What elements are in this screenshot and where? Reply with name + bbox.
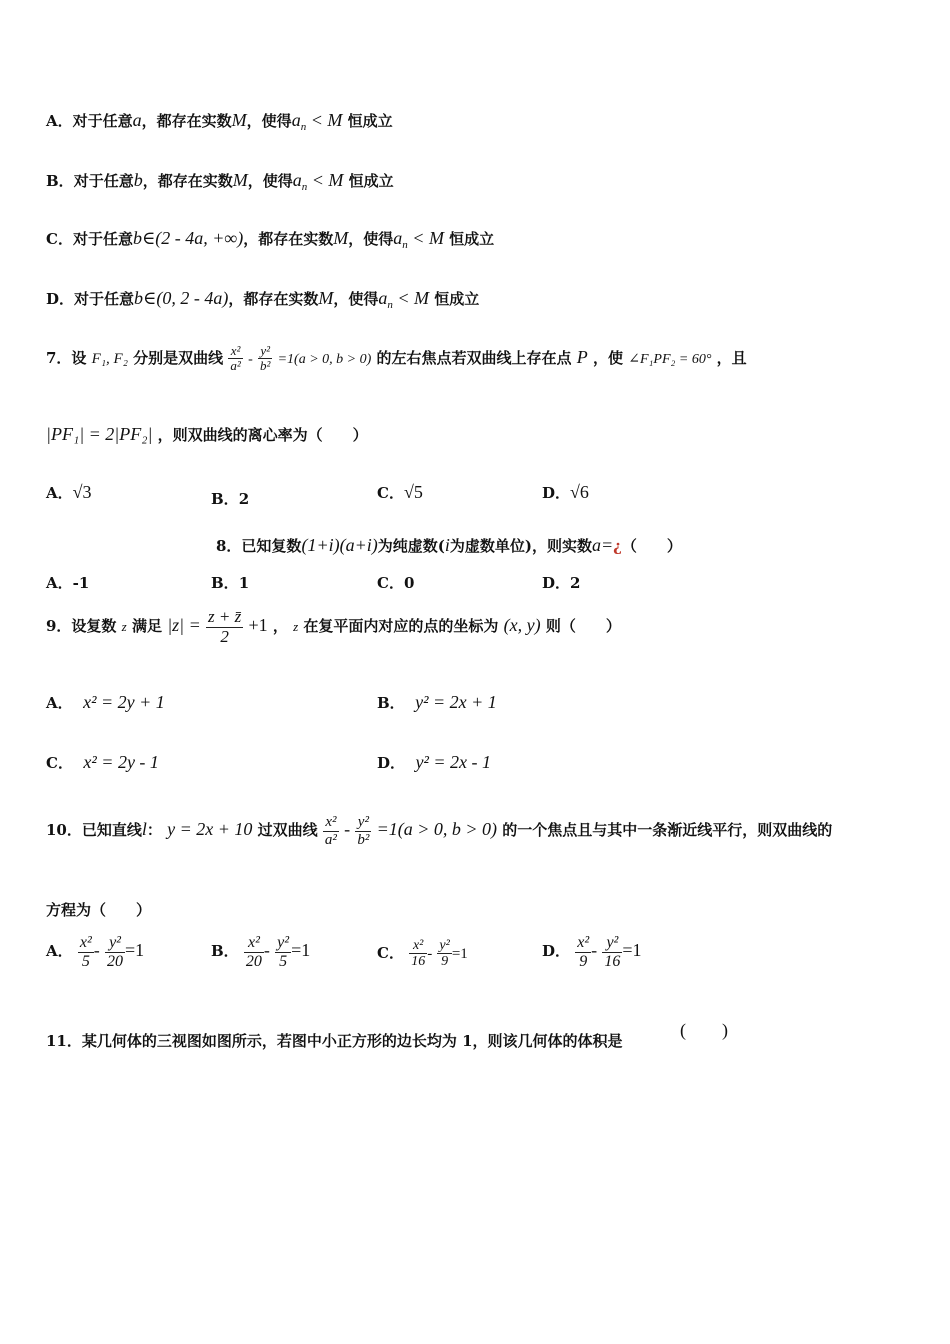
q6-option-b: B．对于任意b，都存在实数M，使得$a_n < M$ 恒成立 — [46, 170, 394, 193]
q7-stem-cont: |PF₁| = 2|PF₂| ，则双曲线的离心率为（ ） — [46, 424, 368, 444]
q7-option-b: B．2 — [211, 490, 250, 508]
q9-option-b: B． y² = 2x + 1 — [377, 692, 497, 712]
q6-option-a: A．对于任意a，都存在实数M，使得$a_n < M$ 恒成立 — [46, 110, 393, 133]
q8-option-d: D．2 — [542, 574, 581, 592]
q7-option-a: A．√3 — [46, 482, 92, 502]
q9-fraction: $\frac{z + z̄}{2}$ — [208, 607, 242, 646]
q10-y-term: $\frac{\text{y²}}{\text{b²}}$ — [357, 814, 370, 848]
q10-option-b: B． $\frac{\text{x²}}{20}$ - $\frac{\text{y²}}{5}$ =1 — [211, 934, 311, 970]
q8-option-b: B．1 — [211, 574, 250, 592]
q8-stem: 8．已知复数(1+i)(a+i)为纯虚数(i为虚数单位)，则实数a=¿（ ） — [216, 535, 682, 555]
q10-option-d: D． $\frac{\text{x²}}{9}$ - $\frac{\text{y²}}{16}$ =1 — [542, 934, 642, 970]
q9-option-d: D． y² = 2x - 1 — [377, 752, 491, 772]
q7-option-c: C．√5 — [377, 482, 423, 502]
q8-option-c: C．0 — [377, 574, 415, 592]
q8-option-a: A．-1 — [46, 574, 90, 592]
q6-option-c: C．对于任意b∈(2 - 4a, +∞)，都存在实数M，使得$a_n < M$ 恒成立 — [46, 228, 495, 251]
q9-stem: 9．设复数 z 满足 |z| = $\frac{z + z̄}{2}$ +1 ， z 在复平面内对应的点的坐标为 (x, y) 则（ ） — [46, 607, 621, 646]
q11-answer-paren: ( ) — [680, 1020, 728, 1040]
q10-option-c: C． $\frac{\text{x²}}{16}$ - $\frac{\text{y²}}{9}$ =1 — [377, 938, 468, 970]
q6-option-d: D．对于任意b∈(0, 2 - 4a)，都存在实数M，使得$a_n < M$ 恒成立 — [46, 288, 480, 311]
q9-option-c: C． x² = 2y - 1 — [46, 752, 159, 772]
hyperbola-x-term: $\frac{\text{x²}}{\text{a²}}$ — [230, 343, 241, 374]
q10-stem: 10．已知直线l： y = 2x + 10 过双曲线 $\frac{\text{x²}}{\text{a²}}$ - $\frac{\text{y²}}{\text{b²}}$ =1(a > 0, b > 0) 的一个焦点且与其中一条渐近线平行，则双曲线的 — [46, 814, 833, 848]
q10-stem-cont: 方程为（ ） — [46, 901, 152, 919]
hyperbola-y-term: $\frac{\text{y²}}{\text{b²}}$ — [259, 343, 271, 374]
q7-stem: 7．设 F₁, F₂ 分别是双曲线 $\frac{\text{x²}}{\text{a²}}$ - $\frac{\text{y²}}{\text{b²}}$ =1(a > 0, b > 0) 的左右焦点若双曲线上存在点 P ，使 ∠F₁PF₂ = 60° ，且 — [46, 343, 747, 374]
q11-stem: 11．某几何体的三视图如图所示，若图中小正方形的边长均为 1，则该几何体的体积是 — [46, 1032, 623, 1050]
q9-option-a: A． x² = 2y + 1 — [46, 692, 165, 712]
q7-option-d: D．√6 — [542, 482, 589, 502]
q10-x-term: $\frac{\text{x²}}{\text{a²}}$ — [324, 814, 337, 848]
q10-option-a: A． $\frac{\text{x²}}{5}$ - $\frac{\text{y²}}{20}$ =1 — [46, 934, 145, 970]
